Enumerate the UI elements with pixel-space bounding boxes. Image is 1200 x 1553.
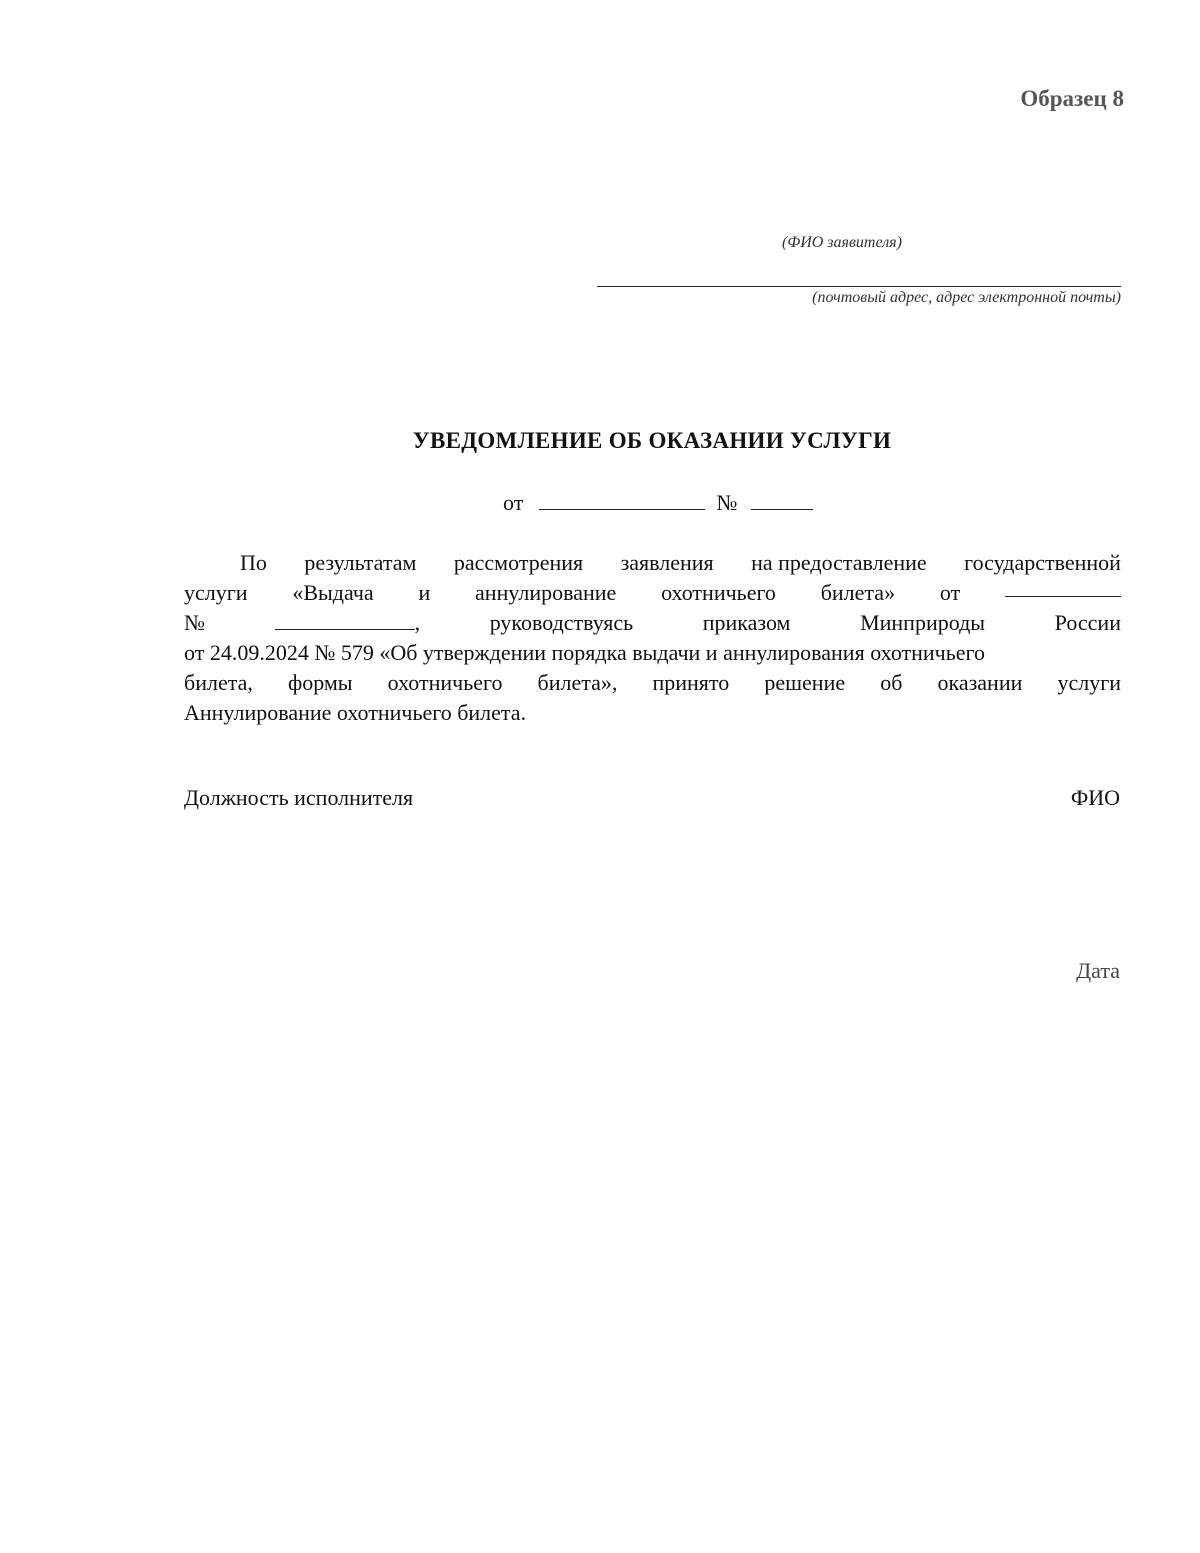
applicant-address-caption: (почтовый адрес, адрес электронной почты): [812, 289, 1121, 306]
body-word: билета»,: [537, 670, 618, 695]
application-number-blank: [275, 611, 415, 630]
body-word: государственной: [964, 550, 1121, 575]
body-word: «Выдача: [292, 580, 374, 605]
applicant-address-line: [597, 286, 1121, 287]
date-blank: [539, 491, 705, 510]
body-word: приказом: [702, 610, 791, 635]
body-line-4: от 24.09.2024 № 579 «Об утверждении порядка выдачи и аннулирования охотничьего: [184, 640, 986, 665]
body-word: билета»: [820, 580, 896, 605]
body-word: формы: [287, 670, 353, 695]
body-word: результатам: [304, 550, 417, 575]
body-word: и: [418, 580, 431, 605]
number-blank: [751, 491, 813, 510]
body-line-1: [184, 548, 1121, 578]
body-word: аннулирование: [475, 580, 617, 605]
sample-label: Образец 8: [1020, 86, 1124, 111]
application-date-blank: [1005, 578, 1121, 597]
body-word: принято: [652, 670, 730, 695]
body-word: России: [1054, 610, 1121, 635]
body-word: от: [939, 580, 961, 605]
body-line-6: Аннулирование охотничьего билета.: [184, 700, 527, 725]
application-number-field: [275, 608, 421, 638]
body-word: решение: [764, 670, 846, 695]
body-word: билета,: [184, 670, 253, 695]
body-word: рассмотрения: [453, 550, 584, 575]
number-sign: №: [716, 490, 738, 515]
from-label: от: [503, 490, 524, 515]
body-word: заявления: [620, 550, 714, 575]
body-line-5: [184, 668, 1121, 698]
applicant-name-caption: (ФИО заявителя): [782, 234, 902, 251]
body-word: оказании: [937, 670, 1023, 695]
body-word: услуги: [1057, 670, 1121, 695]
body-word: По: [240, 550, 267, 575]
body-word: охотничьего: [661, 580, 776, 605]
body-word: охотничьего: [387, 670, 503, 695]
executor-name-label: ФИО: [1070, 785, 1120, 810]
body-number-sign: №: [184, 610, 205, 635]
executor-position-label: Должность исполнителя: [184, 785, 414, 810]
body-word: услуги: [184, 580, 248, 605]
notice-body: [184, 548, 1121, 728]
date-label: Дата: [1076, 958, 1120, 983]
date-number-line: [503, 490, 813, 516]
body-line-2: [184, 578, 1121, 608]
body-word: Минприроды: [860, 610, 986, 635]
body-comma: ,: [414, 610, 421, 635]
document-title: УВЕДОМЛЕНИЕ ОБ ОКАЗАНИИ УСЛУГИ: [412, 428, 892, 453]
body-word: об: [880, 670, 903, 695]
body-word: на предоставление: [751, 550, 927, 575]
body-line-3: [184, 608, 1121, 638]
body-word: руководствуясь: [489, 610, 634, 635]
